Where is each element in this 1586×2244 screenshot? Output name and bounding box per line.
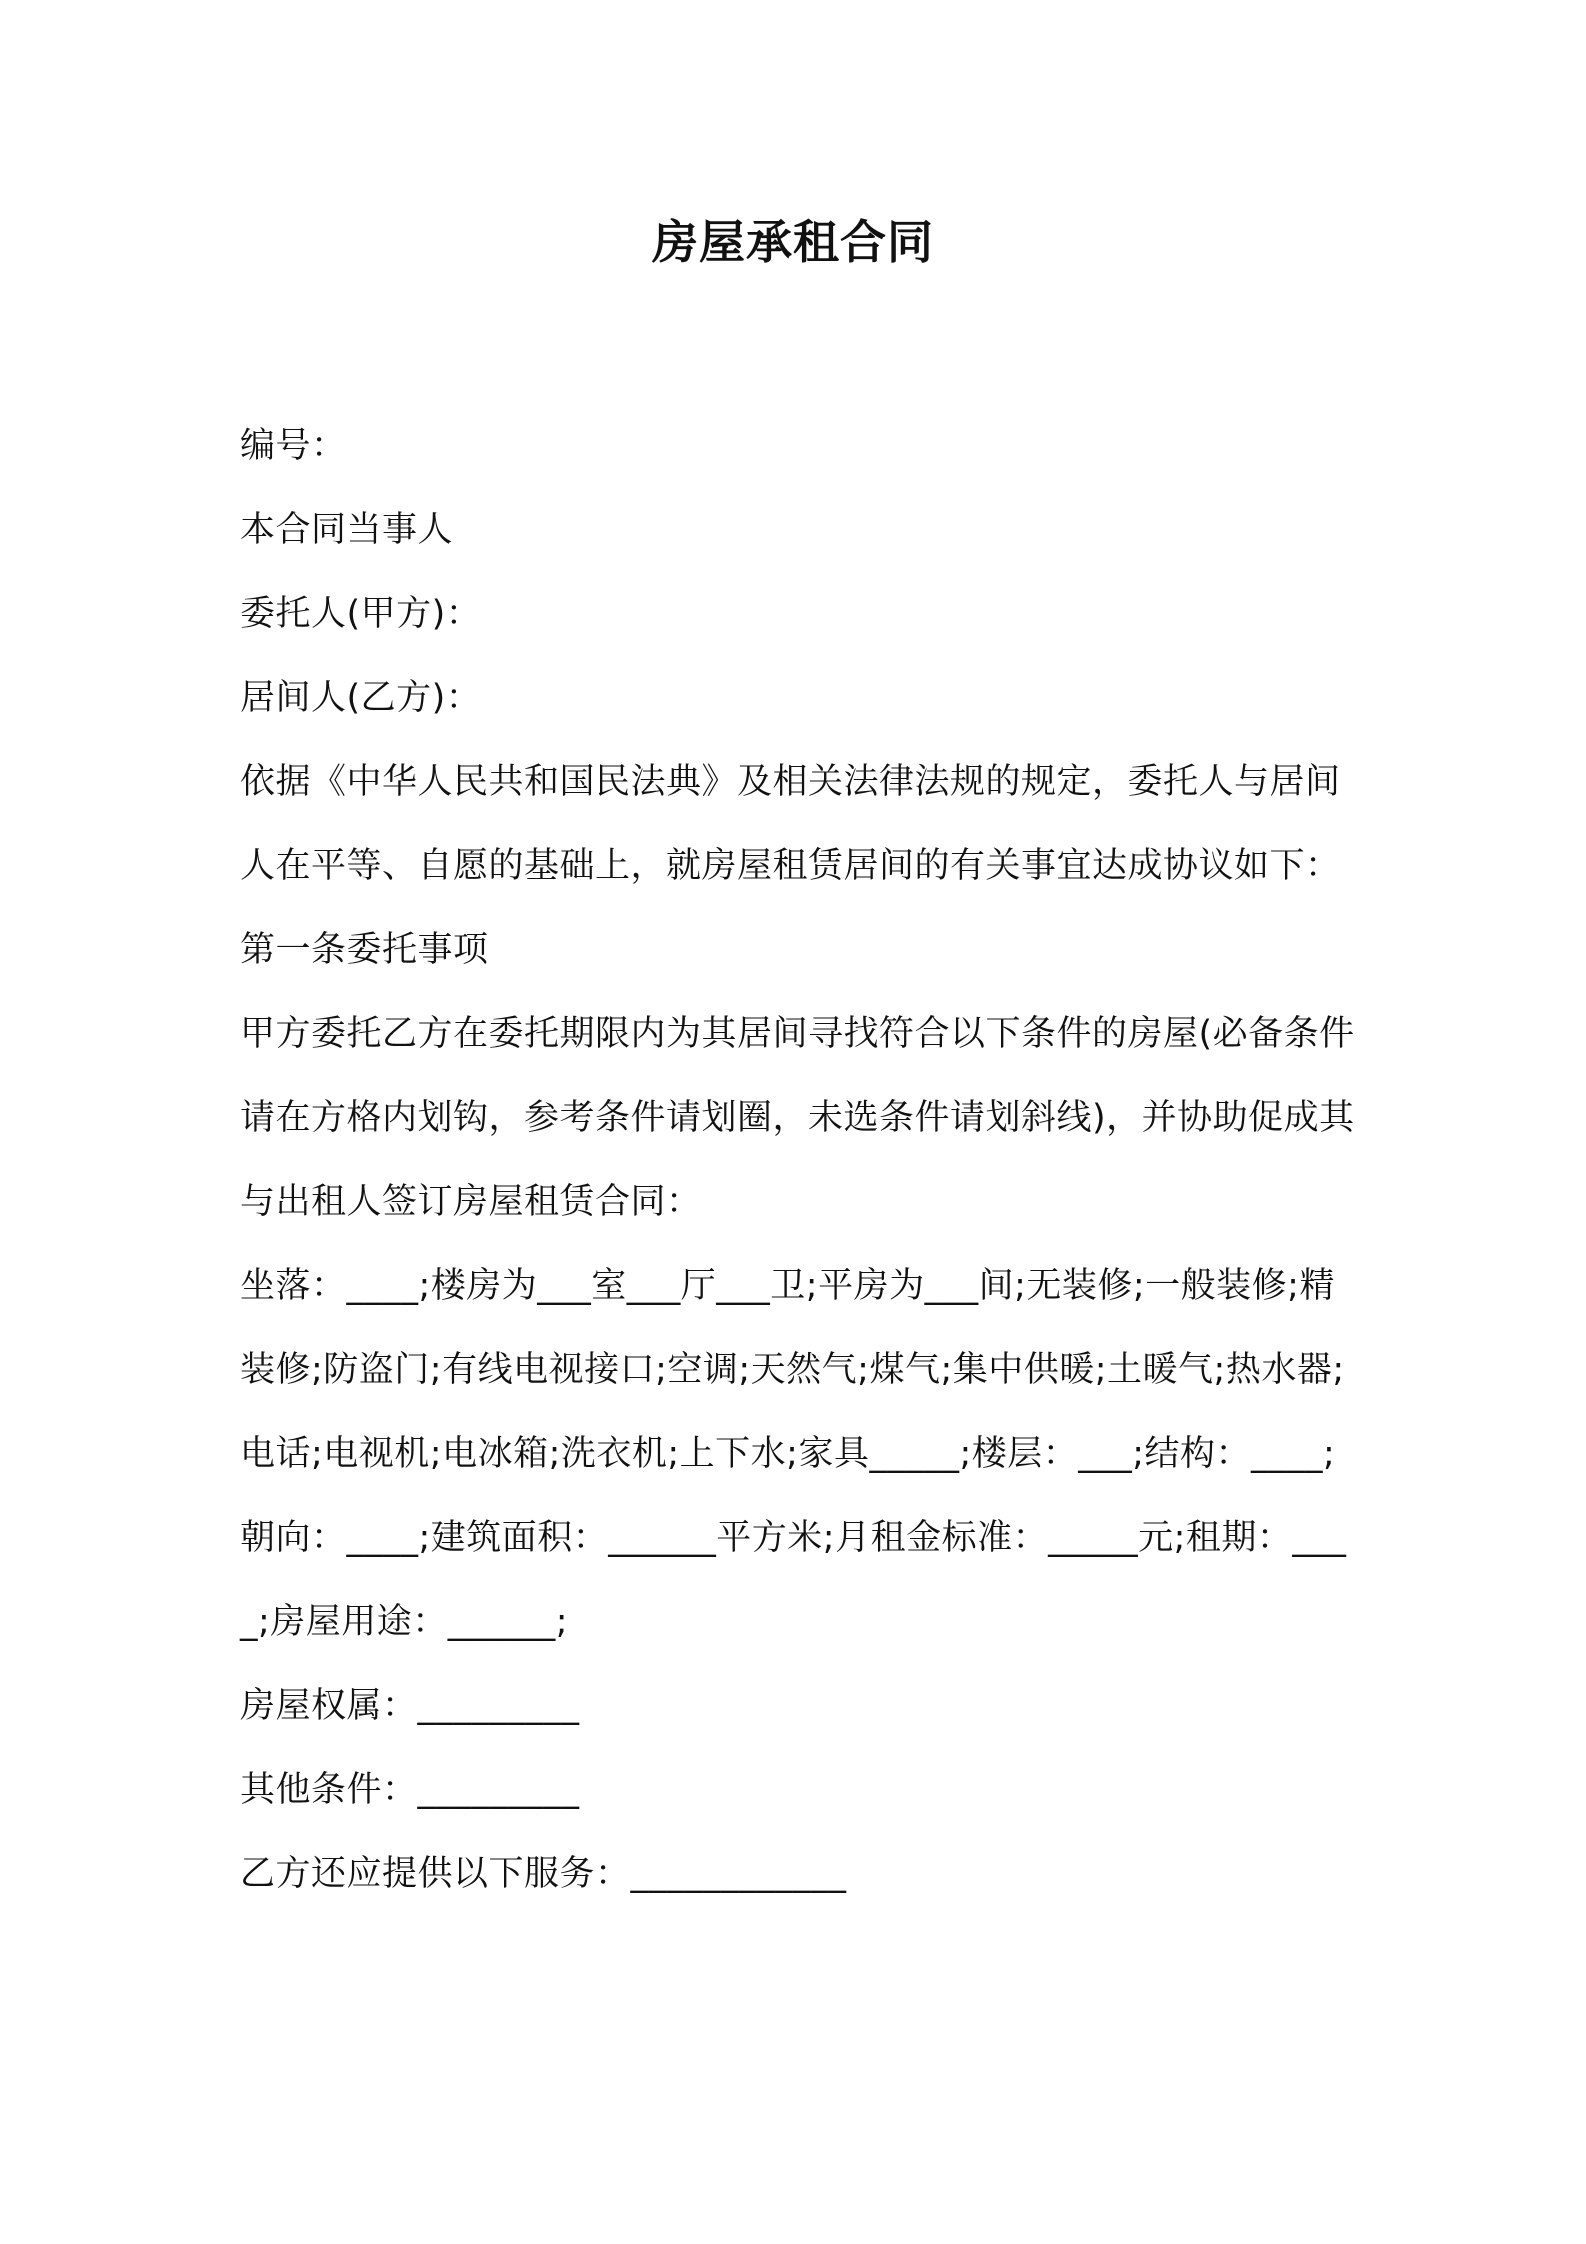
ownership-line: 房屋权属：_________ — [240, 1686, 580, 1726]
parties-heading: 本合同当事人 — [240, 510, 454, 550]
party-a-line: 委托人(甲方)： — [240, 594, 482, 634]
services-line: 乙方还应提供以下服务：____________ — [240, 1854, 847, 1894]
contract-number-line: 编号： — [240, 426, 347, 466]
property-conditions-paragraph: 坐落：____;楼房为___室___厅___卫;平房为___间;无装修;一般装修;精装修;防盗门;有线电视接口;空调;天然气;煤气;集中供暖;土暖气;热水器;电话;电视机;电冰箱;洗衣机;上下水;家具_____;楼层：___;结构：____;朝向：____;建筑面积：______平方米;月租金标准：_____元;租期：____;房屋用途：______; — [240, 1266, 1347, 1642]
article-1-heading: 第一条委托事项 — [240, 930, 489, 970]
other-conditions-line: 其他条件：_________ — [240, 1770, 580, 1810]
preamble-paragraph: 依据《中华人民共和国民法典》及相关法律法规的规定，委托人与居间人在平等、自愿的基础上，就房屋租赁居间的有关事宜达成协议如下： — [240, 762, 1341, 886]
document-title: 房屋承租合同 — [652, 215, 934, 269]
party-b-line: 居间人(乙方)： — [240, 678, 482, 718]
document-body — [240, 404, 1360, 1916]
article-1-paragraph: 甲方委托乙方在委托期限内为其居间寻找符合以下条件的房屋(必备条件请在方格内划钩，参考条件请划圈，未选条件请划斜线)，并协助促成其与出租人签订房屋租赁合同： — [240, 1014, 1355, 1222]
